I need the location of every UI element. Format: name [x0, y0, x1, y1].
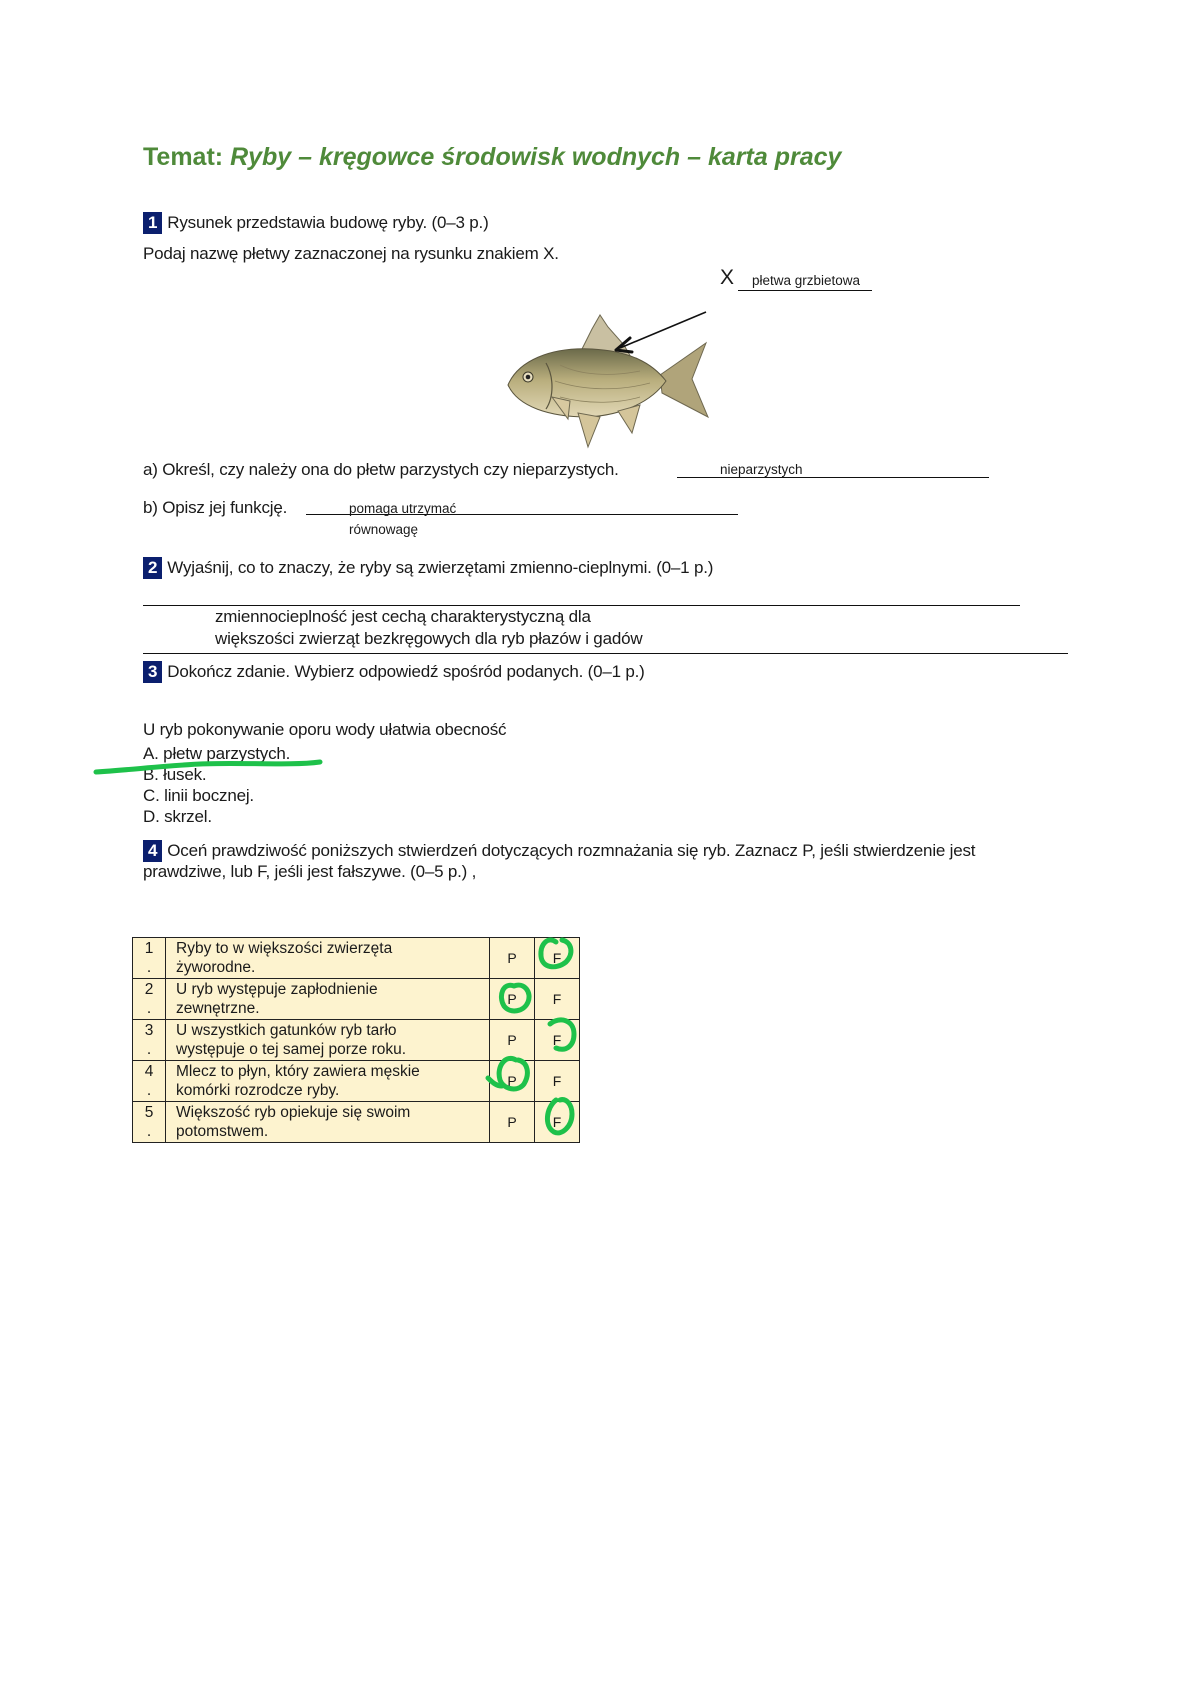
q2-answer-line1[interactable]: zmiennocieplność jest cechą charakterystyczną dla — [215, 607, 591, 626]
q1a-answer[interactable]: nieparzystych — [720, 462, 803, 477]
row-number: 1 . — [133, 938, 166, 979]
underline-mark — [96, 762, 320, 772]
option-f[interactable]: F — [535, 938, 580, 979]
option-p[interactable]: P — [490, 1061, 535, 1102]
q1b-answer-line1[interactable]: pomaga utrzymać — [349, 501, 457, 516]
row-number: 4 . — [133, 1061, 166, 1102]
row-number: 3 . — [133, 1020, 166, 1061]
q1b-text: b) Opisz jej funkcję. — [143, 498, 288, 517]
q2-answer-line2: większości zwierząt bezkręgowych dla ryb płazów i gadów — [215, 629, 643, 648]
q3-option-b[interactable]: B. łusek. — [143, 765, 207, 784]
statement: Ryby to w większości zwierzęta żyworodne. — [166, 938, 490, 979]
option-p[interactable]: P — [490, 1020, 535, 1061]
statement: Większość ryb opiekuje się swoim potomstwem. — [166, 1102, 490, 1143]
statement: U wszystkich gatunków ryb tarło występuje o tej samej porze roku. — [166, 1020, 490, 1061]
q4-number-badge: 4 — [143, 840, 162, 862]
q3-stem: U ryb pokonywanie oporu wody ułatwia obecność — [143, 720, 507, 739]
q1-number-badge: 1 — [143, 212, 162, 234]
q1-instruction: Podaj nazwę płetwy zaznaczonej na rysunku znakiem X. — [143, 244, 559, 263]
option-p[interactable]: P — [490, 1102, 535, 1143]
q3-option-d[interactable]: D. skrzel. — [143, 807, 212, 826]
fin-answer[interactable]: płetwa grzbietowa — [752, 273, 861, 288]
q1-text: Rysunek przedstawia budowę ryby. (0–3 p.) — [167, 213, 489, 232]
option-f[interactable]: F — [535, 1020, 580, 1061]
circle-mark — [488, 1058, 527, 1089]
q3-option-c[interactable]: C. linii bocznej. — [143, 786, 254, 805]
row-number: 2 . — [133, 979, 166, 1020]
circle-mark — [550, 1020, 574, 1049]
q2-text: Wyjaśnij, co to znaczy, że ryby są zwierzętami zmienno-cieplnymi. (0–1 p.) — [167, 558, 714, 577]
q4-text-line2: prawdziwe, lub F, jeśli jest fałszywe. (0–5 p.) , — [143, 862, 477, 881]
circle-mark — [541, 940, 571, 967]
option-f[interactable]: F — [535, 1102, 580, 1143]
title-prefix: Temat: — [143, 143, 224, 171]
option-p[interactable]: P — [490, 979, 535, 1020]
q3-option-a[interactable]: A. płetw parzystych. — [143, 744, 291, 763]
q3-number-badge: 3 — [143, 661, 162, 683]
circle-mark — [547, 1100, 572, 1133]
q2-number-badge: 2 — [143, 557, 162, 579]
circle-mark — [501, 985, 529, 1011]
x-marker: X — [720, 266, 735, 289]
statement: U ryb występuje zapłodnienie zewnętrzne. — [166, 979, 490, 1020]
title-subject: Ryby – kręgowce środowisk wodnych – karta pracy — [230, 143, 842, 171]
q1a-text: a) Określ, czy należy ona do płetw parzystych czy nieparzystych. — [143, 460, 619, 479]
q1b-answer-line2: równowagę — [349, 522, 419, 537]
option-f[interactable]: F — [535, 979, 580, 1020]
row-number: 5 . — [133, 1102, 166, 1143]
option-p[interactable]: P — [490, 938, 535, 979]
option-f[interactable]: F — [535, 1061, 580, 1102]
statement: Mlecz to płyn, który zawiera męskie komórki rozrodcze ryby. — [166, 1061, 490, 1102]
q4-text-line1: Oceń prawdziwość poniższych stwierdzeń dotyczących rozmnażania się ryb. Zaznacz P, jeśli stwierdzenie jest — [167, 841, 976, 860]
q3-text: Dokończ zdanie. Wybierz odpowiedź spośród podanych. (0–1 p.) — [167, 662, 645, 681]
